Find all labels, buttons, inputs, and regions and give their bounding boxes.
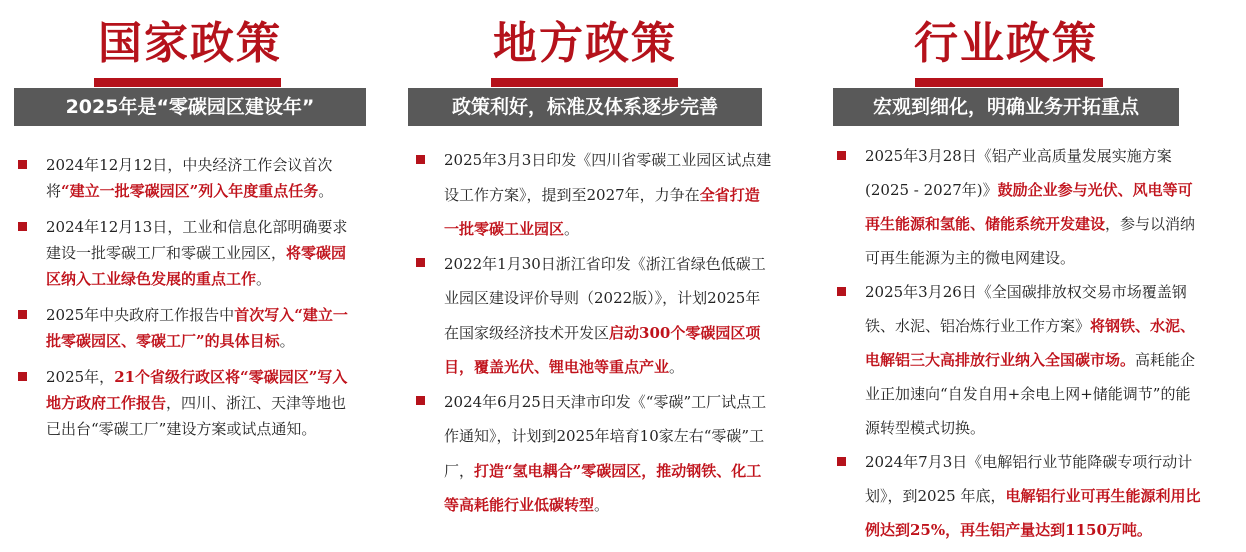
- body-text: ，四川、浙江、天津等地也已出台“零碳工厂”建设方案或试点通知。: [46, 394, 347, 438]
- bullet-square-icon: [837, 457, 846, 466]
- policy-item: [412, 247, 774, 385]
- highlight-text: 将零碳园区纳入工业绿色发展的重点工作: [46, 244, 347, 288]
- highlight-text: 电解铝行业可再生能源利用比例达到25%，再生铝产量达到1150万吨。: [865, 487, 1201, 539]
- policy-item: [833, 275, 1205, 445]
- body-text: 2024年7月3日《电解铝行业节能降碳专项行动计划》，到2025 年底，: [865, 453, 1193, 505]
- body-text: 高耗能企业正加速向“自发自用+余电上网+储能调节”的能源转型模式切换。: [865, 351, 1196, 437]
- policy-item: [412, 385, 774, 523]
- highlight-text: 将钢铁、水泥、电解铝三大高排放行业纳入全国碳市场。: [865, 317, 1196, 369]
- policy-list: [412, 143, 774, 523]
- highlight-text: 打造“氢电耦合”零碳园区，推动钢铁、化工等高耗能行业低碳转型: [444, 461, 762, 514]
- bullet-square-icon: [18, 310, 27, 319]
- bullet-square-icon: [18, 372, 27, 381]
- body-text: 2025年中央政府工作报告中: [46, 306, 235, 324]
- body-text: 。: [594, 496, 610, 514]
- body-text: 。: [279, 332, 295, 350]
- bullet-square-icon: [18, 222, 27, 231]
- policy-item: [14, 152, 356, 204]
- policy-item: [14, 364, 356, 442]
- title-accent-bar: [94, 78, 281, 87]
- body-text: 。: [564, 220, 580, 238]
- body-text: 2024年12月12日，中央经济工作会议首次将: [46, 156, 333, 200]
- body-text: 2025年3月28日《铝产业高质量发展实施方案(2025 - 2027年)》: [865, 147, 1172, 199]
- body-text: 2024年12月13日，工业和信息化部明确要求建设一批零碳工厂和零碳工业园区，: [46, 218, 348, 262]
- highlight-text: 21个省级行政区将“零碳园区”写入地方政府工作报告: [46, 368, 348, 412]
- policy-item: [14, 302, 356, 354]
- policy-item: [833, 445, 1205, 547]
- body-text: 。: [256, 270, 272, 288]
- policy-item: [412, 143, 774, 247]
- column-title: 行业政策: [914, 18, 1098, 69]
- highlight-text: 启动300个零碳园区项目，覆盖光伏、锂电池等重点产业: [444, 323, 761, 376]
- title-accent-bar: [491, 78, 678, 87]
- bullet-square-icon: [837, 151, 846, 160]
- body-text: 。: [318, 182, 334, 200]
- body-text: 2022年1月30日浙江省印发《浙江省绿色低碳工业园区建设评价导则（2022版）》，计划2025年在国家级经济技术开发区: [444, 254, 766, 342]
- title-accent-bar: [915, 78, 1103, 87]
- bullet-square-icon: [837, 287, 846, 296]
- highlight-text: “建立一批零碳园区”列入年度重点任务: [61, 182, 319, 200]
- column-title: 国家政策: [98, 18, 282, 69]
- body-text: 2025年，: [46, 368, 115, 386]
- column-subtitle-bar: 2025年是“零碳园区建设年”: [14, 88, 366, 126]
- body-text: ，参与以消纳可再生能源为主的微电网建设。: [865, 215, 1196, 267]
- policy-item: [14, 214, 356, 292]
- column-title: 地方政策: [493, 18, 677, 69]
- body-text: 2025年3月3日印发《四川省零碳工业园区试点建设工作方案》，提到至2027年，力争在: [444, 151, 772, 204]
- bullet-square-icon: [416, 258, 425, 267]
- body-text: 。: [669, 358, 685, 376]
- body-text: 2025年3月26日《全国碳排放权交易市场覆盖钢铁、水泥、铝冶炼行业工作方案》: [865, 283, 1187, 335]
- highlight-text: 全省打造一批零碳工业园区: [444, 185, 760, 238]
- column-subtitle-bar: 政策利好，标准及体系逐步完善: [408, 88, 762, 126]
- bullet-square-icon: [416, 155, 425, 164]
- policy-list: [14, 152, 356, 452]
- highlight-text: 鼓励企业参与光伏、风电等可再生能源和氢能、储能系统开发建设: [865, 181, 1193, 233]
- highlight-text: 首次写入“建立一批零碳园区、零碳工厂”的具体目标: [46, 306, 348, 350]
- bullet-square-icon: [18, 160, 27, 169]
- policy-item: [833, 139, 1205, 275]
- policy-list: [833, 139, 1205, 547]
- body-text: 2024年6月25日天津市印发《“零碳”工厂试点工作通知》，计划到2025年培育10家左右“零碳”工厂，: [444, 392, 767, 480]
- column-subtitle-bar: 宏观到细化，明确业务开拓重点: [833, 88, 1179, 126]
- bullet-square-icon: [416, 396, 425, 405]
